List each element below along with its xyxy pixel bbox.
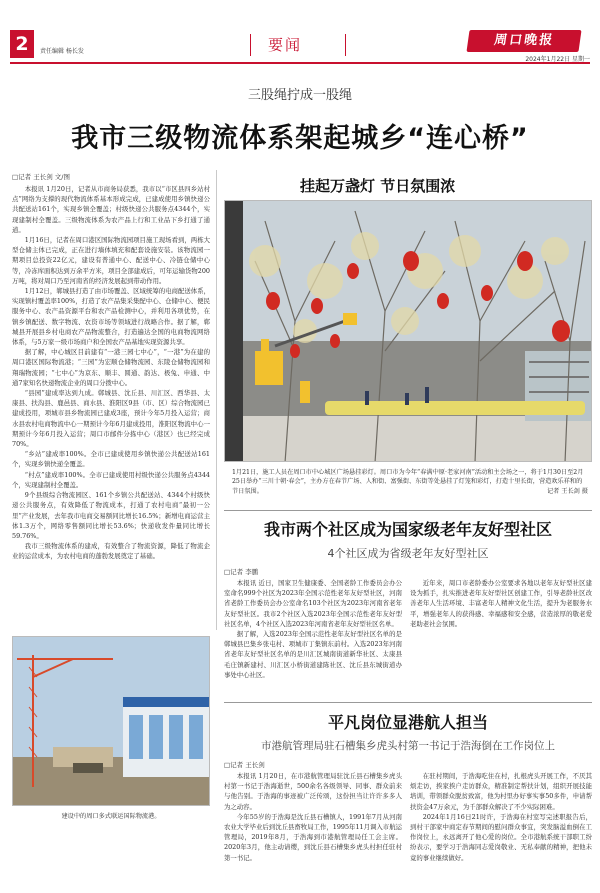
elderly-article-col2 <box>410 578 592 696</box>
logistics-port-photo <box>12 636 210 806</box>
column-divider <box>216 170 217 630</box>
section-bracket-left <box>250 34 260 56</box>
lead-paragraph: 1月12日，郸城县打造了由市场覆盖、区域统筹的电商配送体系，实现镇村覆盖率100%，打造了农产品集采集配中心、仓储中心、便民服务中心、农产品资源平台和农产品检测中心，并利用各项优势，在镇乡镇配送、数字物流、农资市场等领域进行战略合作。据了解，郸城县开展县乡村电商农产品物流整合，打造遍达全国的电商物流网络体系，与5万家一级市场商户和全国农产品基地实现资源共享。 <box>12 287 210 347</box>
logistics-port-caption: 建设中的周口多式联运国际物流港。 <box>61 813 161 820</box>
lead-paragraph: 1月16日，记者在周口港区国际物流园项目施工现场看到，两栋大型仓储主体已完成，正在进行墙体填充和配套设施安装。该物流园一期项目总投资22亿元，建设有普通中心、配送中心、冷链仓储中心等，冷冻库面积达到万余平方米，项目全部建成后，可年运输货物200万吨，将对周口乃至河南省的经济发展起到带动作用。 <box>12 236 210 285</box>
lead-article-body <box>12 184 210 622</box>
section-bracket-right <box>336 34 346 56</box>
elderly-article-col1 <box>224 578 402 696</box>
elderly-byline: □记者 李鹏 <box>224 568 259 576</box>
lantern-photo-image <box>225 201 592 462</box>
logistics-port-photo-image <box>13 637 210 806</box>
port-paragraph: 在驻村期间，于浩海吃住在村，扎根虎头开展工作，不厌其烦走访，挨家挨户走访群众，精准制定帮扶计划，组织开展技能培训，带领群众脱贫致富，他为村里办好事实事50多件，申请帮扶资金47万余元，为千部群众解决了不少实际困难。 <box>410 772 592 811</box>
port-paragraph: 今年55岁的于浩海是沈丘县石槽镇人，1991年7月从河南农业大学毕业后到沈丘县畜牧局工作，1995年11月调入市航运管理局，2019年8月，于浩海到市港航管理局任工会主席。2020年3月，他主动请缨，到沈丘县石槽集乡虎头村担任驻村第一书记。 <box>224 812 402 862</box>
page-number: 2 <box>10 30 34 58</box>
lantern-photo <box>224 200 592 462</box>
issue-date: 2024年1月22日 星期一 <box>525 56 590 63</box>
lead-paragraph: 9个县级综合物流园区、161个乡镇公共配送站、4344个村级快递公共服务点，有效降低了物流成本，打通了农村电商“最初一公里”产业发展，去年我市电商交易额同比增长16.5%；新增电商运营主体1.3万个，网络零售额同比增长53.6%；快递收发件量同比增长59.76%。 <box>12 491 210 540</box>
newspaper-logo: 周口晚报 <box>466 30 581 52</box>
port-byline: □记者 王长剑 <box>224 761 265 769</box>
lead-byline: □记者 王长剑 文/图 <box>12 173 70 181</box>
lead-paragraph: 本报讯 1月20日，记者从市商务局获悉，我市以“市区县四乡站村点”网络为支撑的现代物流体系基本形成完成，已建成使用乡镇快递公共配送站161个，实现乡镇全覆盖；村级快递公共服务点4344个，实现建制村全覆盖。三级物流体系为农产品上行和工业品下乡打通了通道。 <box>12 185 210 234</box>
port-deck: 市港航管理局驻石槽集乡虎头村第一书记于浩海倒在工作岗位上 <box>261 740 555 752</box>
elderly-deck: 4个社区成为省级老年友好型社区 <box>327 547 489 560</box>
masthead <box>0 0 600 62</box>
port-article-col1 <box>224 771 402 887</box>
lantern-photo-credit: 记者 王长剑 摄 <box>546 487 588 495</box>
port-paragraph: 2024年1月16日21时许，于浩海在村室写完述职报告后，到村干部家中商定春节期间的慰问群众事宜，突发脑溢血倒在工作岗位上，永远离开了他心爱的岗位。全市港航系统干部职工纷纷表示，要学习于浩海同志爱岗敬业、无私奉献的精神，把他未竟的事业继续做好。 <box>410 812 592 862</box>
port-paragraph: 本报讯 1月20日，在市港航管理局驻沈丘县石槽集乡虎头村第一书记于浩海逝世，500余名各级领导、同事、群众前来与他告别。于浩海的事迹被广泛传颂，这份担当让许许多多人为之动容。 <box>224 772 402 811</box>
elderly-headline: 我市两个社区成为国家级老年友好型社区 <box>263 520 552 539</box>
lead-paragraph: “乡站”建成率100%。全市已建成使用乡镇快递公共配送站161个，实现乡镇快递全覆盖。 <box>12 450 210 469</box>
lead-paragraph: “村点”建成率100%。全市已建成使用村级快递公共服务点4344个，实现建制村全覆盖。 <box>12 470 210 489</box>
elderly-paragraph: 本报讯 近日，国家卫生健康委、全国老龄工作委员会办公室命名999个社区为2023年全国示范性老年友好型社区，河南省老龄工作委员会办公室命名103个社区为2023年河南省老年友好型社区。我市2个社区入选2023年全国示范性老年友好型社区名单，4个社区入选2023年河南省老年友好型社区名单。 <box>224 579 402 628</box>
section-title: 要闻 <box>268 36 303 54</box>
masthead-rule <box>10 62 590 64</box>
lead-headline: 我市三级物流体系架起城乡“连心桥” <box>71 123 529 154</box>
lead-paragraph: 据了解，中心城区目前建有“一港三园七中心”，“一港”为在建的周口港区国际物流港；“三园”为宏顺仓储物流园、东陵仓储物流园和翔瑞物流园；“七中心”为京东、顺丰、圆通、韵达、极兔、申通、中通7家知名快递物流企业的周口分拨中心。 <box>12 348 210 387</box>
section-divider <box>224 702 592 703</box>
lead-kicker: 三股绳拧成一股绳 <box>247 88 352 103</box>
lead-paragraph: 我市三级物流体系的建成，有效整合了物流资源，降低了物流企业的运营成本，为农村电商的蓬勃发展奠定了基础。 <box>12 542 210 561</box>
elderly-paragraph: 近年来，周口市老龄委办公室要求各地以老年友好型社区建设为抓手，扎实推进老年友好型社区创建工作，引导老龄社区改善老年人生活环境、丰富老年人精神文化生活，提升为老服务水平，增强老年人的获得感、幸福感和安全感，营造浓厚的敬老爱老助老社会氛围。 <box>410 579 592 628</box>
elderly-paragraph: 据了解，入选2023年全国示范性老年友好型社区名单的是郸城县巴集乡张屯村、项城市丁集镇东前村。入选2023年河南省老年友好型社区名单的是川汇区城南街道新华社区、太康县毛庄镇新建村、川汇区小桥街道建陈社区、沈丘县东城街道办事处中心社区。 <box>224 630 402 679</box>
lantern-headline: 挂起万盏灯 节日氛围浓 <box>300 177 456 195</box>
port-article-col2 <box>410 771 592 887</box>
lantern-caption-text: 1月21日，施工人员在周口市中心城区广场悬挂彩灯。周口市为今年“春满中原·老家河南”活动和主会场之一，将于1月30日至2月25日举办“三川十朝·春会”，主办方在春节广场、人和街、富强街、东街等处悬挂了灯笼和彩灯，打造十里长街，营造欢乐祥和的节日氛围。 <box>232 469 584 495</box>
lantern-caption <box>232 468 588 496</box>
section-divider <box>224 510 592 511</box>
lead-paragraph: “县园”建成率达到九成。郸城县、沈丘县、川汇区、西华县、太康县、扶沟县、鹿邑县、商水县、淮阳区9县（市、区）综合物流园已建成投用，项城市县乡物流园已建成3座，预计今年5月投入运营；商水县农村电商物流中心一期预计今年6月建成投用，淮阳区物流中心一期预计今年6月投入运营；周口市邮件分拣中心（港区）也已经完成70%。 <box>12 389 210 449</box>
port-headline: 平凡岗位显港航人担当 <box>327 713 488 732</box>
editor-credits: 责任编辑 杨长发 <box>40 48 84 55</box>
